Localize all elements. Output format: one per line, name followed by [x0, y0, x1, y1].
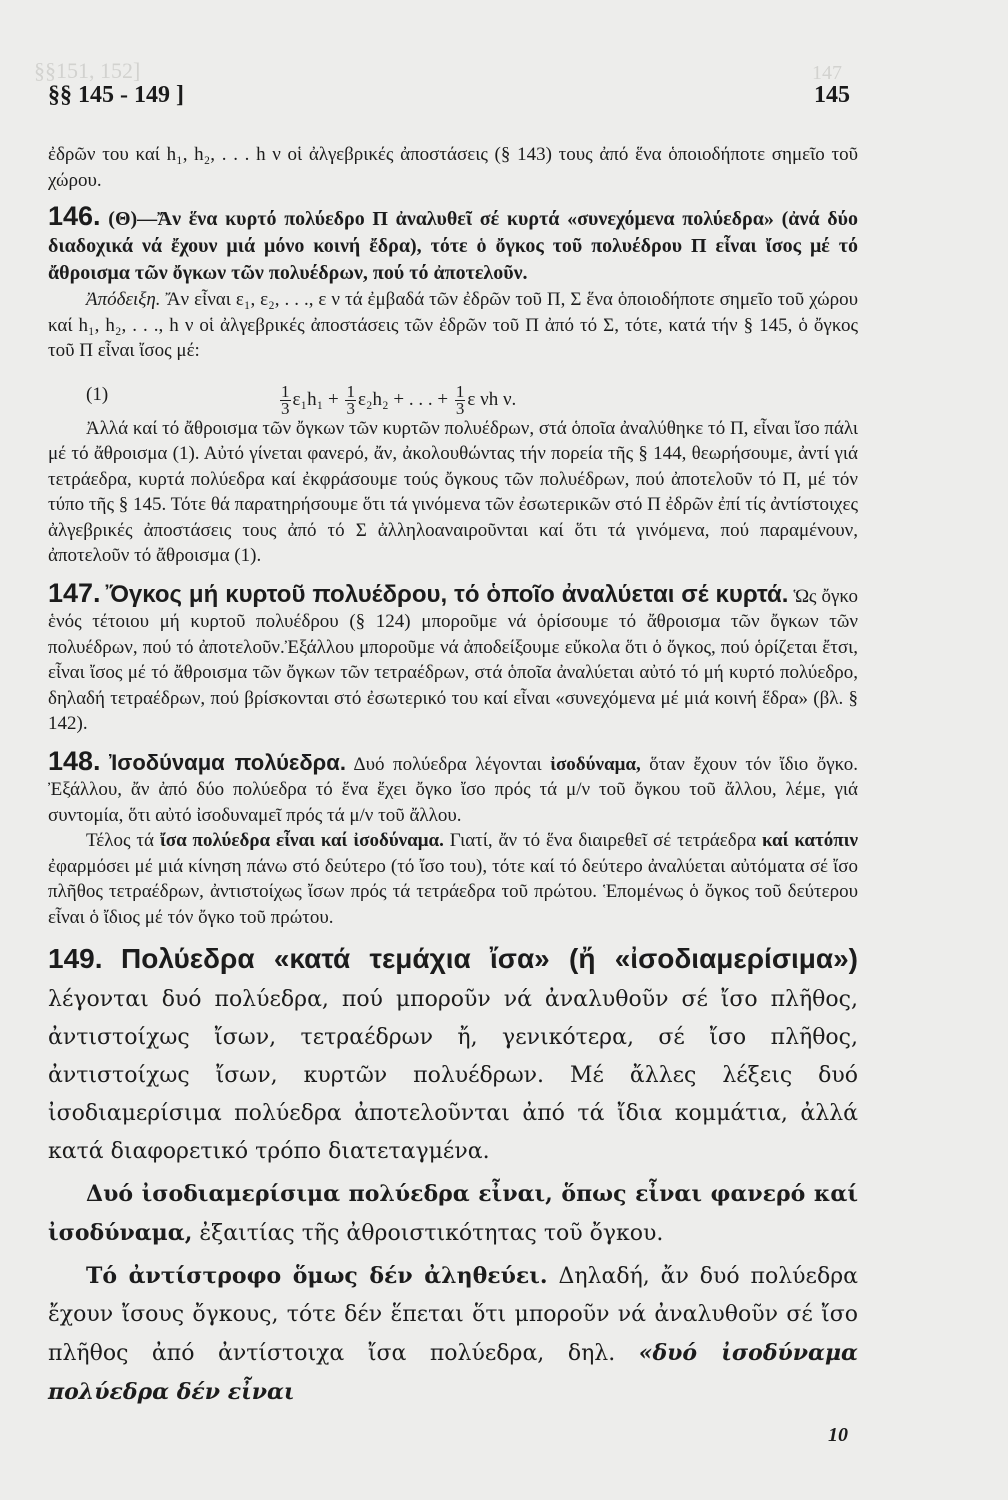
section-146-theorem: (Θ)—Ἄν ἕνα κυρτό πολύεδρο Π ἀναλυθεῖ σέ κυρτά «συνεχόμενα πολύεδρα» (ἀνά δύο διαδοχικά νά ἔχουν μιά μόνο κοινή ἔδρα), τότε ὁ ὄγκος τοῦ πολυέδρου Π εἶναι ἴσος μέ τό ἄθροισμα τῶν ὄγκων τῶν πολυέδρων, πού τό ἀποτελοῦν.	[48, 208, 859, 284]
section-149-number: 149.	[48, 943, 103, 974]
paragraph-intro: ἐδρῶν του καί h₁, h₂, . . . h ν οἱ ἀλγεβρικές ἀποστάσεις (§ 143) τους ἀπό ἕνα ὁποιοδήποτε σημεῖο τοῦ χώρου.	[48, 144, 858, 191]
section-147-title: Ὄγκος μή κυρτοῦ πολυέδρου, τό ὁποῖο ἀναλύεται σέ κυρτά.	[105, 580, 789, 608]
section-147-number: 147.	[48, 577, 101, 608]
section-149-title: Πολύεδρα «κατά τεμάχια ἴσα» (ἤ «ἰσοδιαμερίσιμα»)	[121, 943, 858, 974]
section-149	[48, 940, 858, 1171]
running-header-page: 145	[814, 82, 850, 108]
section-146-proof	[48, 287, 858, 364]
section-148-text-b: ὅταν ἔχουν τόν ἴδιο ὄγκο. Ἐξάλλου, ἄν ἀπό δύο πολύεδρα τό ἕνα ἔχει ὄγκο ἴσο πρός τά μ/ν τοῦ ὄγκου τοῦ ἄλλου, λέμε, γιά συντομία, ὅτι αὐτό ἰσοδυναμεῖ πρός τά μ/ν τοῦ ἄλλου.	[48, 753, 859, 826]
fraction-2: $\frac{1}{3}$	[346, 381, 355, 418]
page-body	[48, 142, 858, 1412]
section-148-number: 148.	[48, 745, 101, 776]
section-149-paragraph-3: Τό ἀντίστροφο ὅμως δέν ἀληθεύει. Δηλαδή, ἄν δυό πολύεδρα ἔχουν ἴσους ὄγκους, τότε δέν ἕπεται ὅτι μποροῦν νά ἀναλυθοῦν σέ ἴσο πλῆθος ἀπό ἀντίστοιχα ἴσα πολύεδρα, δηλ. «δυό ἰσοδύναμα πολύεδρα δέν εἶναι	[48, 1263, 858, 1405]
bleed-through-header-left: §§151, 152]	[34, 58, 141, 83]
formula-label: (1)	[86, 383, 109, 405]
page-number: 10	[828, 1424, 848, 1446]
term-1: ε₁h₁ +	[292, 388, 339, 410]
formula-expression	[278, 381, 517, 418]
section-149-text: λέγονται δυό πολύεδρα, πού μποροῦν νά ἀναλυθοῦν σέ ἴσο πλῆθος, ἀντιστοίχως ἴσων, τετραέδρων ἤ, γενικότερα, σέ ἴσο πλῆθος, ἀντιστοίχως ἴσων, κυρτῶν πολυέδρων. Μέ ἄλλες λέξεις δυό ἰσοδιαμερίσιμα πολύεδρα ἀποτελοῦνται ἀπό τά ἴδια κομμάτια, ἀλλά κατά διαφορετικό τρόπο διατεταγμένα.	[48, 987, 858, 1164]
proof-label: Ἀπόδειξη.	[86, 289, 161, 310]
formula-1	[48, 368, 858, 418]
term-2: ε₂h₂ + . . . +	[357, 388, 449, 410]
section-146	[48, 203, 858, 287]
section-147-text: Ὡς ὄγκο ἑνός τέτοιου μή κυρτοῦ πολυέδρου (§ 124) μποροῦμε νά ὁρίσουμε τό ἄθροισμα τῶν ὄγκων τῶν πολυέδρων, πού τό ἀποτελοῦν.Ἐξάλλου μποροῦμε νά ἀποδείξουμε εὔκολα ὅτι ὁ ὄγκος, πού ὁρίζεται ἔτσι, εἶναι ἴσος μέ τό ἄθροισμα τῶν ὄγκων τῶν τετραέδρων, στά ὁποῖα ἀναλύεται αὐτό τό μή κυρτό πολύεδρο, δηλαδή τετραέδρων, πού βρίσκονται στό ἐσωτερικό του καί εἶναι «συνεχόμενα μέ μιά κοινή ἕδρα» (βλ. § 142).	[48, 585, 858, 734]
equal-polyhedra-statement: ἴσα πολύεδρα εἶναι καί ἰσοδύναμα.	[159, 830, 444, 851]
fraction-3: $\frac{1}{3}$	[455, 381, 465, 418]
section-146-paragraph-2: Ἀλλά καί τό ἄθροισμα τῶν ὄγκων τῶν κυρτῶν πολυέδρων, στά ὁποῖα ἀναλύθηκε τό Π, εἶναι ἴσο πάλι μέ τό ἄθροισμα (1). Αὐτό γίνεται φανερό, ἄν, ἀκολουθώντας τήν πορεία τῆς § 144, θεωρήσουμε, ἀντί γιά τετράεδρα, κυρτά πολύεδρα καί ἐκφράσουμε τούς ὄγκους τῶν πολυέδρων, πού ἀποτελοῦν τό Π, μέ τόν τύπο τῆς § 145. Τότε θά παρατηρήσουμε ὅτι τά γινόμενα τῶν ἐσωτερικῶν στό Π ἐδρῶν ἐπί τίς ἀντίστοιχες ἀλγεβρικές ἀποστάσεις τους ἀπό τό Σ ἀλληλοαναιροῦνται καί ὅτι τά γινόμενα, πού παραμένουν, ἀποτελοῦν τό ἄθροισμα (1).	[48, 417, 858, 566]
bleed-through-header-right: 147	[812, 62, 842, 84]
section-149-paragraph-2: Δυό ἰσοδιαμερίσιμα πολύεδρα εἶναι, ὅπως εἶναι φανερό καί ἰσοδύναμα, ἐξαιτίας τῆς ἀθροιστικότητας τοῦ ὄγκου.	[48, 1181, 858, 1246]
proof-text: Ἄν εἶναι ε₁, ε₂, . . ., ε ν τά ἐμβαδά τῶν ἐδρῶν τοῦ Π, Σ ἕνα ὁποιοδήποτε σημεῖο τοῦ χώρου καί h₁, h₂, . . ., h ν οἱ ἀλγεβρικές ἀποστάσεις τῶν ἐδρῶν τοῦ Π ἀπό τό Σ, τότε, κατά τήν § 145, ὁ ὄγκος τοῦ Π εἶναι ἴσος μέ:	[48, 289, 858, 361]
fraction-1: $\frac{1}{3}$	[281, 381, 290, 418]
section-148-paragraph-2: Τέλος τά ἴσα πολύεδρα εἶναι καί ἰσοδύναμα. Γιατί, ἄν τό ἕνα διαιρεθεῖ σέ τετράεδρα καί κατόπιν ἐφαρμόσει μέ μιά κίνηση πάνω στό δεύτερο (τό ἴσο του), τότε καί τό δεύτερο ἀναλύεται αὐτόματα σέ ἴσο πλῆθος τετραέδρων, ἀντιστοίχως ἴσων πρός τά τετράεδρα τοῦ πρώτου. Ἑπομένως ὁ ὄγκος τοῦ δεύτερου εἶναι ὁ ἴδιος μέ τόν ὄγκο τοῦ πρώτου.	[48, 830, 859, 928]
section-148-title: Ἰσοδύναμα πολύεδρα.	[109, 749, 346, 775]
running-header-sections: §§ 145 - 149 ]	[48, 82, 184, 108]
term-isodynamic: ἰσοδύναμα,	[550, 753, 641, 775]
section-147	[48, 577, 858, 737]
section-146-number: 146.	[48, 201, 101, 231]
section-148-text-a: Δυό πολύεδρα λέγονται	[353, 753, 542, 775]
term-3: ε νh ν.	[467, 388, 517, 410]
section-148	[48, 745, 859, 829]
